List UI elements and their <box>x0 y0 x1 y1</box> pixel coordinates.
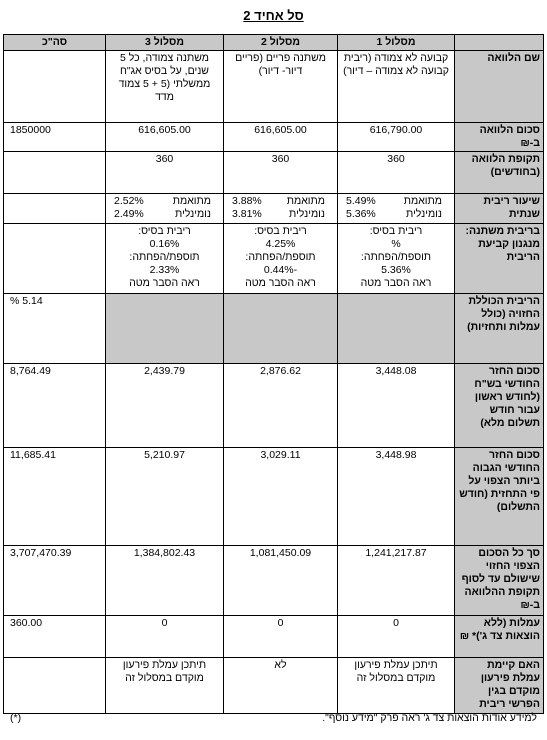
adjusted-rate-line <box>346 195 442 208</box>
cell-track2 <box>224 194 338 224</box>
row-loan-period <box>4 152 544 194</box>
row-label: סך כל הסכום הצפוי החזוי שישולם עד לסוף תקופת ההלוואה ב-₪ <box>455 546 544 616</box>
header-total: סה"כ <box>4 35 106 51</box>
cell-total <box>4 152 106 194</box>
nominal-rate-label: נומינלית <box>175 208 211 220</box>
row-annual-rate <box>4 194 544 224</box>
cell-total <box>4 194 106 224</box>
nominal-rate-line <box>232 208 325 221</box>
cell-track1: תיתכן עמלת פירעון מוקדם במסלול זה <box>338 658 455 714</box>
footnote-marker: (*) <box>10 712 22 724</box>
cell-track2: 0 <box>224 616 338 658</box>
cell-track3 <box>106 224 224 294</box>
cell-track2: משתנה פריים (פריים דיור- דיור) <box>224 51 338 123</box>
adjusted-rate-value: 5.49% <box>346 195 376 207</box>
nominal-rate-label: נומינלית <box>406 208 442 220</box>
cell-track1 <box>338 224 455 294</box>
cell-track3: 2,439.79 <box>106 364 224 448</box>
cell-track1: 616,790.00 <box>338 123 455 152</box>
row-label: עמלות (ללא הוצאות צד ג')* ₪ <box>455 616 544 658</box>
row-label: שם הלוואה <box>455 51 544 123</box>
base-rate-value: 4.25% <box>265 238 296 250</box>
adjusted-rate-label: מתואמת <box>286 195 325 207</box>
cell-track2: 616,605.00 <box>224 123 338 152</box>
adjusted-rate-label: מתואמת <box>403 195 442 207</box>
cell-track3: 360 <box>106 152 224 194</box>
cell-track3-shaded <box>106 294 224 364</box>
row-label: שיעור ריבית שנתית <box>455 194 544 224</box>
cell-track3: משתנה צמודה, כל 5 שנים, על בסיס אג"ח ממשלתי (5 + 5 צמוד מדד <box>106 51 224 123</box>
cell-track3: 5,210.97 <box>106 448 224 546</box>
cell-total <box>4 224 106 294</box>
cell-track2: 1,081,450.09 <box>224 546 338 616</box>
cell-track1: 1,241,217.87 <box>338 546 455 616</box>
cell-track2: 3,029.11 <box>224 448 338 546</box>
cell-track3: 1,384,802.43 <box>106 546 224 616</box>
cell-total: 1850000 <box>4 123 106 152</box>
row-label: האם קיימת עמלת פירעון מוקדם בגין הפרשי ריבית <box>455 658 544 714</box>
nominal-rate-value: 3.81% <box>232 208 262 220</box>
see-below-note: ראה הסבר מטה <box>129 277 200 289</box>
adjusted-rate-value: 3.88% <box>232 195 262 207</box>
header-track1: מסלול 1 <box>338 35 455 51</box>
row-variable-rate <box>4 224 544 294</box>
footnote-text: למידע אודות הוצאות צד ג' ראה פרק "מידע נוסף". <box>322 712 537 724</box>
adjusted-rate-line <box>232 195 325 208</box>
margin-label: תוספת/הפחתה: <box>129 251 200 263</box>
cell-track1 <box>338 194 455 224</box>
row-label: סכום הלוואה ב-₪ <box>455 123 544 152</box>
nominal-rate-value: 5.36% <box>346 208 376 220</box>
header-track2: מסלול 2 <box>224 35 338 51</box>
row-max-payment <box>4 448 544 546</box>
adjusted-rate-label: מתואמת <box>172 195 211 207</box>
row-total-repayment <box>4 546 544 616</box>
row-label: בריבית משתנה: מנגנון קביעת הריבית <box>455 224 544 294</box>
cell-total: 3,707,470.39 <box>4 546 106 616</box>
see-below-note: ראה הסבר מטה <box>360 277 432 289</box>
base-rate-label: ריבית בסיס: <box>254 225 307 237</box>
cell-total <box>4 51 106 123</box>
margin-label: תוספת/הפחתה: <box>360 251 432 263</box>
footnote <box>10 712 537 724</box>
row-loan-amount <box>4 123 544 152</box>
cell-track2: 2,876.62 <box>224 364 338 448</box>
cell-track2-shaded <box>224 294 338 364</box>
base-rate-label: ריבית בסיס: <box>369 225 423 237</box>
cell-track1-shaded <box>338 294 455 364</box>
cell-track2: לא <box>224 658 338 714</box>
nominal-rate-value: 2.49% <box>114 208 144 220</box>
nominal-rate-line <box>114 208 211 221</box>
see-below-note: ראה הסבר מטה <box>245 277 316 289</box>
nominal-rate-label: נומינלית <box>289 208 325 220</box>
row-prepayment-fee <box>4 658 544 714</box>
base-rate-value: 0.16% <box>149 238 180 250</box>
cell-track1: 0 <box>338 616 455 658</box>
cell-track3 <box>106 194 224 224</box>
adjusted-rate-value: 2.52% <box>114 195 144 207</box>
margin-value: 5.36% <box>381 264 411 276</box>
row-label: סכום החזר החודשי בש"ח (לחודש ראשון עבור חודש תשלום מלא) <box>455 364 544 448</box>
cell-total: 5.14 % <box>4 294 106 364</box>
row-monthly-payment <box>4 364 544 448</box>
header-corner-cell <box>455 35 544 51</box>
cell-track2 <box>224 224 338 294</box>
cell-total: 8,764.49 <box>4 364 106 448</box>
cell-track1: 3,448.98 <box>338 448 455 546</box>
cell-total <box>4 658 106 714</box>
cell-track3: תיתכן עמלת פירעון מוקדם במסלול זה <box>106 658 224 714</box>
margin-value: 2.33% <box>149 264 180 276</box>
loan-comparison-table <box>3 34 544 714</box>
cell-total: 11,685.41 <box>4 448 106 546</box>
adjusted-rate-line <box>114 195 211 208</box>
cell-total: 360.00 <box>4 616 106 658</box>
margin-label: תוספת/הפחתה: <box>245 251 316 263</box>
row-label: תקופת הלוואה (בחודשים) <box>455 152 544 194</box>
cell-track1: 360 <box>338 152 455 194</box>
row-label: הריבית הכוללת החזויה (כולל עמלות ותחזיות) <box>455 294 544 364</box>
cell-track3: 616,605.00 <box>106 123 224 152</box>
header-track3: מסלול 3 <box>106 35 224 51</box>
cell-track3: 0 <box>106 616 224 658</box>
row-fees <box>4 616 544 658</box>
cell-track2: 360 <box>224 152 338 194</box>
nominal-rate-line <box>346 208 442 221</box>
cell-track1: קבועה לא צמודה (ריבית קבועה לא צמודה – דיור) <box>338 51 455 123</box>
row-total-rate <box>4 294 544 364</box>
row-label: סכום החזר החודשי הגבוה ביותר הצפוי על פי התחזית (חודש התשלום) <box>455 448 544 546</box>
page-title: סל אחיד 2 <box>243 8 304 23</box>
cell-track1: 3,448.08 <box>338 364 455 448</box>
base-rate-value: % <box>391 238 401 250</box>
margin-value: -0.44% <box>263 264 298 276</box>
row-loan-name <box>4 51 544 123</box>
table-header-row <box>4 35 544 51</box>
base-rate-label: ריבית בסיס: <box>138 225 191 237</box>
